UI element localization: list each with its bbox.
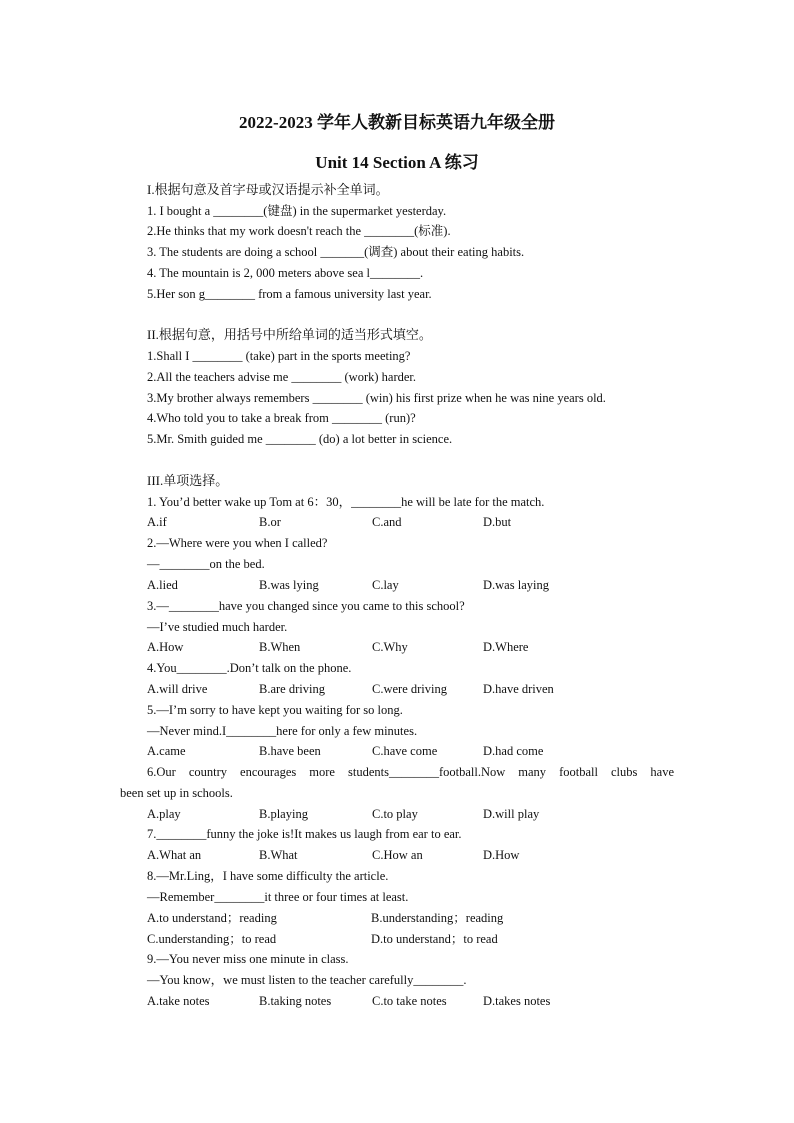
option-a: A.if — [147, 515, 167, 529]
page-subtitle: Unit 14 Section A 练习 — [315, 153, 479, 172]
option-d: D.will play — [483, 807, 540, 821]
option-a: A.play — [147, 807, 181, 821]
question-line: been set up in schools. — [120, 786, 233, 800]
option-a: A.How — [147, 640, 184, 654]
section-1-heading: I.根据句意及首字母或汉语提示补全单词。 — [147, 182, 389, 197]
option-a: A.lied — [147, 578, 178, 592]
section-2-item: 4.Who told you to take a break from ________ (run)? — [147, 411, 416, 425]
question-stem: 7.________funny the joke is!It makes us laugh from ear to ear. — [147, 827, 462, 841]
question-line: —I’ve studied much harder. — [147, 620, 288, 634]
section-1-item: 1. I bought a ________(键盘) in the supermarket yesterday. — [147, 204, 447, 218]
question-stem: 1. You’d better wake up Tom at 6：30，________he will be late for the match. — [147, 495, 545, 509]
option-b: B.have been — [259, 744, 321, 758]
option-c: C.were driving — [372, 682, 447, 696]
option-c: C.How an — [372, 848, 423, 862]
option-b: B.was lying — [259, 578, 319, 592]
option-b: B.playing — [259, 807, 308, 821]
option-a: A.came — [147, 744, 186, 758]
section-2-item: 3.My brother always remembers ________ (win) his first prize when he was nine years old. — [147, 391, 606, 405]
option-b: B.taking notes — [259, 994, 332, 1008]
section-2-item: 1.Shall I ________ (take) part in the sports meeting? — [147, 349, 411, 363]
option-a: A.to understand；reading — [147, 911, 277, 925]
option-a: A.will drive — [147, 682, 208, 696]
option-c: C.to play — [372, 807, 418, 821]
section-1-item: 4. The mountain is 2, 000 meters above sea l________. — [147, 266, 424, 280]
option-c: C.understanding；to read — [147, 932, 277, 946]
option-c: C.to take notes — [372, 994, 447, 1008]
question-line: —Never mind.I________here for only a few minutes. — [147, 724, 418, 738]
section-3-heading: III.单项选择。 — [147, 473, 229, 488]
section-2-heading: II.根据句意，用括号中所给单词的适当形式填空。 — [147, 327, 432, 342]
question-stem: 2.—Where were you when I called? — [147, 536, 328, 550]
option-b: B.understanding；reading — [371, 911, 504, 925]
question-stem: 8.—Mr.Ling，I have some difficulty the article. — [147, 869, 389, 883]
section-1-item: 2.He thinks that my work doesn't reach the ________(标准). — [147, 224, 451, 238]
option-b: B.What — [259, 848, 298, 862]
option-d: D.Where — [483, 640, 529, 654]
question-line: —Remember________it three or four times at least. — [147, 890, 409, 904]
question-stem: 6.Our country encourages more students________football.Now many football clubs have — [147, 765, 674, 779]
option-c: C.lay — [372, 578, 399, 592]
section-1-item: 5.Her son g________ from a famous university last year. — [147, 287, 432, 301]
option-b: B.or — [259, 515, 281, 529]
option-c: C.and — [372, 515, 402, 529]
option-c: C.have come — [372, 744, 438, 758]
option-d: D.How — [483, 848, 520, 862]
section-2-item: 5.Mr. Smith guided me ________ (do) a lot better in science. — [147, 432, 453, 446]
question-stem: 5.—I’m sorry to have kept you waiting for so long. — [147, 703, 403, 717]
question-stem: 3.—________have you changed since you came to this school? — [147, 599, 465, 613]
option-b: B.are driving — [259, 682, 325, 696]
option-d: D.have driven — [483, 682, 554, 696]
option-c: C.Why — [372, 640, 408, 654]
option-d: D.was laying — [483, 578, 549, 592]
section-2-item: 2.All the teachers advise me ________ (work) harder. — [147, 370, 417, 384]
question-stem: 4.You________.Don’t talk on the phone. — [147, 661, 352, 675]
question-stem: 9.—You never miss one minute in class. — [147, 952, 349, 966]
option-d: D.takes notes — [483, 994, 551, 1008]
option-d: D.but — [483, 515, 512, 529]
question-line: —You know，we must listen to the teacher carefully________. — [147, 973, 467, 987]
section-1-item: 3. The students are doing a school _______(调查) about their eating habits. — [147, 245, 525, 259]
option-b: B.When — [259, 640, 301, 654]
option-a: A.What an — [147, 848, 202, 862]
option-a: A.take notes — [147, 994, 210, 1008]
page-title: 2022-2023 学年人教新目标英语九年级全册 — [239, 113, 555, 132]
option-d: D.had come — [483, 744, 544, 758]
question-line: —________on the bed. — [147, 557, 265, 571]
option-d: D.to understand；to read — [371, 932, 498, 946]
